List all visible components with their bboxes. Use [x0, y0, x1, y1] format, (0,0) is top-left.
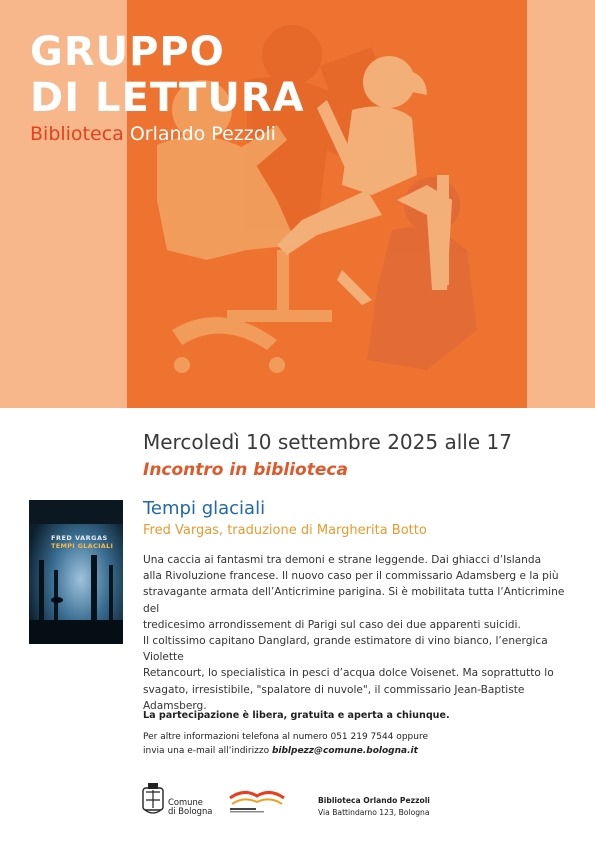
- participation-note: La partecipazione è libera, gratuita e aperta a chiunque.: [143, 710, 450, 721]
- description-line: tredicesimo arrondissement di Parigi sul caso dei due apparenti suicidi.: [143, 618, 521, 631]
- description-line: Retancourt, lo specialistica in pesci d’acqua dolce Voisenet. Ma soprattutto lo: [143, 667, 554, 680]
- library-subtitle: [30, 122, 276, 146]
- event-date: Mercoledì 10 settembre 2025 alle 17: [143, 430, 512, 454]
- book-title: Tempi glaciali: [143, 498, 266, 519]
- description-line: alla Rivoluzione francese. Il nuovo caso per il commissario Adamsberg e la più: [143, 570, 559, 583]
- biblioteche-bologna-logo-icon: [226, 784, 288, 814]
- footer-library-name: Biblioteca Orlando Pezzoli: [318, 796, 430, 805]
- footer-library-address: Via Battindarno 123, Bologna: [318, 808, 430, 817]
- email-info: [143, 746, 418, 756]
- email-link[interactable]: biblpezz@comune.bologna.it: [271, 746, 418, 756]
- comune-bologna-crest-icon: [140, 782, 166, 816]
- email-prefix: invia una e-mail all’indirizzo: [143, 746, 270, 756]
- description-line: Il coltissimo capitano Danglard, grande estimatore di vino bianco, l’energica Violette: [143, 635, 548, 664]
- event-type: Incontro in biblioteca: [143, 460, 348, 480]
- book-cover: [29, 500, 123, 644]
- book-cover-art: [29, 500, 123, 644]
- cover-author: FRED VARGAS: [51, 534, 108, 542]
- description-line: Una caccia ai fantasmi tra demoni e strane leggende. Dai ghiacci d’Islanda: [143, 554, 542, 566]
- cover-title: TEMPI GLACIALI: [51, 542, 114, 550]
- book-description: [143, 552, 573, 714]
- subtitle-name: Orlando Pezzoli: [129, 123, 276, 145]
- description-line: stravagante armata dell’Anticrimine parigina. Si è mobilitata tutta l’Anticrimine del: [143, 586, 565, 615]
- phone-info: Per altre informazioni telefona al numero 051 219 7544 oppure: [143, 732, 428, 742]
- description-line: svagato, irresistibile, "spalatore di nuvole", il commissario Jean-Baptiste Adamsberg.: [143, 683, 525, 712]
- comune-logo-line1: Comune: [168, 797, 203, 807]
- title-line-2: DI LETTURA: [30, 75, 305, 121]
- title-line-1: GRUPPO: [30, 29, 225, 75]
- subtitle-prefix: Biblioteca: [30, 123, 124, 145]
- comune-logo-line2: di Bologna: [168, 806, 213, 816]
- book-author: Fred Vargas, traduzione di Margherita Botto: [143, 523, 427, 538]
